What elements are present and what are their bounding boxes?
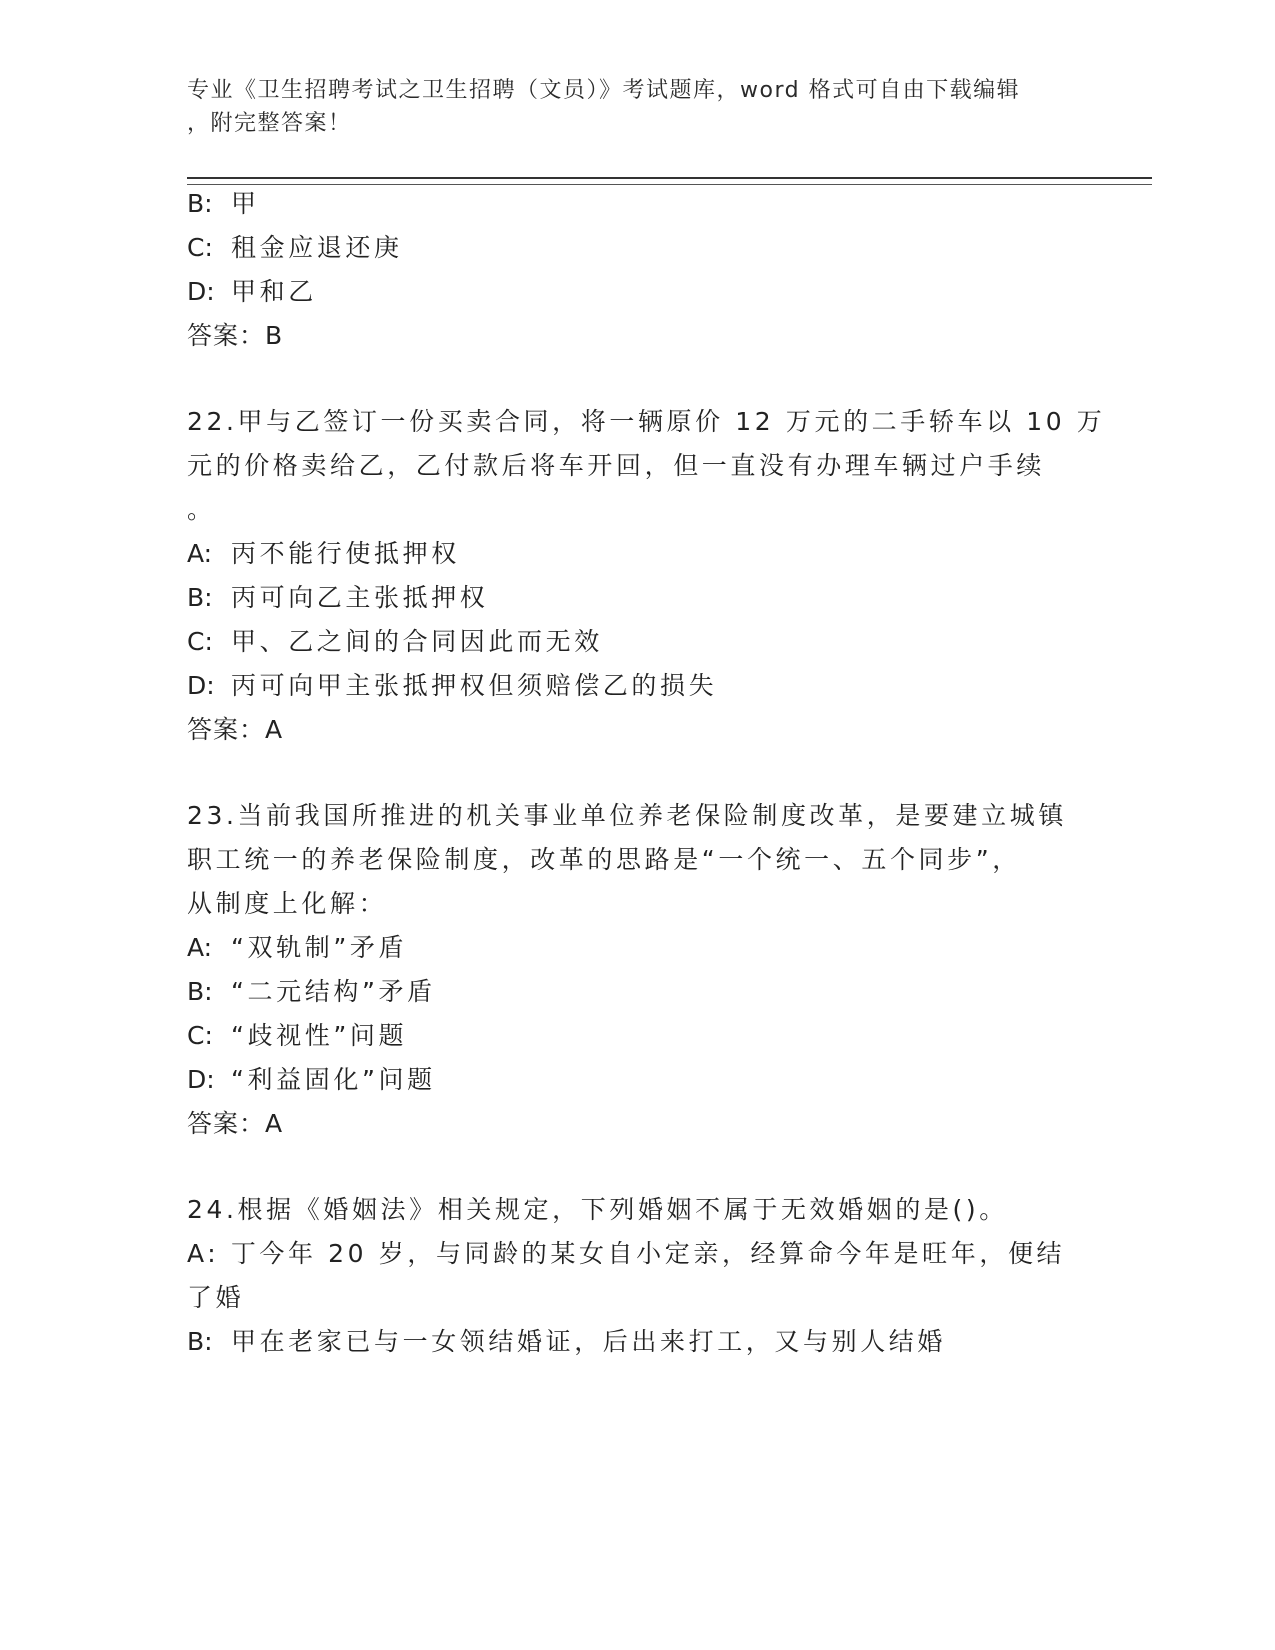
header-divider-thin [187, 184, 1152, 185]
question-22-option-d [187, 670, 717, 702]
option-text: 甲 [231, 189, 260, 218]
option-letter: B: [187, 189, 213, 218]
option-text: “双轨制”矛盾 [231, 933, 408, 962]
answer-line: 答案：B [187, 321, 284, 350]
option-text: “歧视性”问题 [231, 1021, 408, 1050]
question-22-stem-line-1: 22.甲与乙签订一份买卖合同，将一辆原价 12 万元的二手轿车以 10 万 [187, 407, 1106, 436]
question-24-stem-line-1: 24.根据《婚姻法》相关规定，下列婚姻不属于无效婚姻的是()。 [187, 1195, 1008, 1224]
option-letter: C: [187, 233, 213, 262]
option-letter: D: [187, 1065, 215, 1094]
option-text: “二元结构”矛盾 [231, 977, 436, 1006]
question-23-option-d [187, 1064, 436, 1096]
question-22-answer: 答案：A [187, 715, 284, 744]
option-text: “利益固化”问题 [231, 1065, 436, 1094]
option-letter: B: [187, 1327, 213, 1356]
question-24-option-a-line-2: 了婚 [187, 1283, 245, 1312]
question-24-option-a-line-1: A: 丁今年 20 岁，与同龄的某女自小定亲，经算命今年是旺年，便结 [187, 1239, 1066, 1268]
option-b [187, 188, 260, 220]
question-23-option-a [187, 932, 407, 964]
option-text: 租金应退还庚 [231, 233, 403, 262]
option-text: 丙可向甲主张抵押权但须赔偿乙的损失 [231, 671, 718, 700]
header-line-1: 专业《卫生招聘考试之卫生招聘（文员）》考试题库，word 格式可自由下载编辑 [187, 78, 1021, 103]
question-22-option-c [187, 626, 603, 658]
option-letter: B: [187, 977, 213, 1006]
question-23-stem-line-2: 职工统一的养老保险制度，改革的思路是“一个统一、五个同步”， [187, 845, 1021, 874]
option-d [187, 276, 317, 308]
option-text: 丙不能行使抵押权 [231, 539, 460, 568]
question-23-stem-line-3: 从制度上化解： [187, 889, 388, 918]
question-23-option-b [187, 976, 436, 1008]
header-divider-thick [187, 177, 1152, 179]
question-22-option-a [187, 538, 460, 570]
question-22-stem-line-3: 。 [187, 495, 216, 524]
question-22-stem-line-2: 元的价格卖给乙，乙付款后将车开回，但一直没有办理车辆过户手续 [187, 451, 1046, 480]
option-letter: D: [187, 277, 215, 306]
option-text: 甲在老家已与一女领结婚证，后出来打工，又与别人结婚 [231, 1327, 947, 1356]
option-letter: D: [187, 671, 215, 700]
option-text: 甲和乙 [231, 277, 317, 306]
option-text: 甲、乙之间的合同因此而无效 [231, 627, 603, 656]
option-letter: C: [187, 627, 213, 656]
question-23-stem-line-1: 23.当前我国所推进的机关事业单位养老保险制度改革，是要建立城镇 [187, 801, 1067, 830]
option-letter: A: [187, 539, 213, 568]
question-24-option-b [187, 1326, 946, 1358]
question-23-answer: 答案：A [187, 1109, 284, 1138]
page-header [187, 74, 1087, 140]
question-22-option-b [187, 582, 488, 614]
header-line-2: ，附完整答案！ [187, 111, 352, 136]
option-letter: A: [187, 933, 213, 962]
option-c [187, 232, 403, 264]
option-text: 丙可向乙主张抵押权 [231, 583, 489, 612]
option-letter: C: [187, 1021, 213, 1050]
option-letter: B: [187, 583, 213, 612]
question-23-option-c [187, 1020, 407, 1052]
